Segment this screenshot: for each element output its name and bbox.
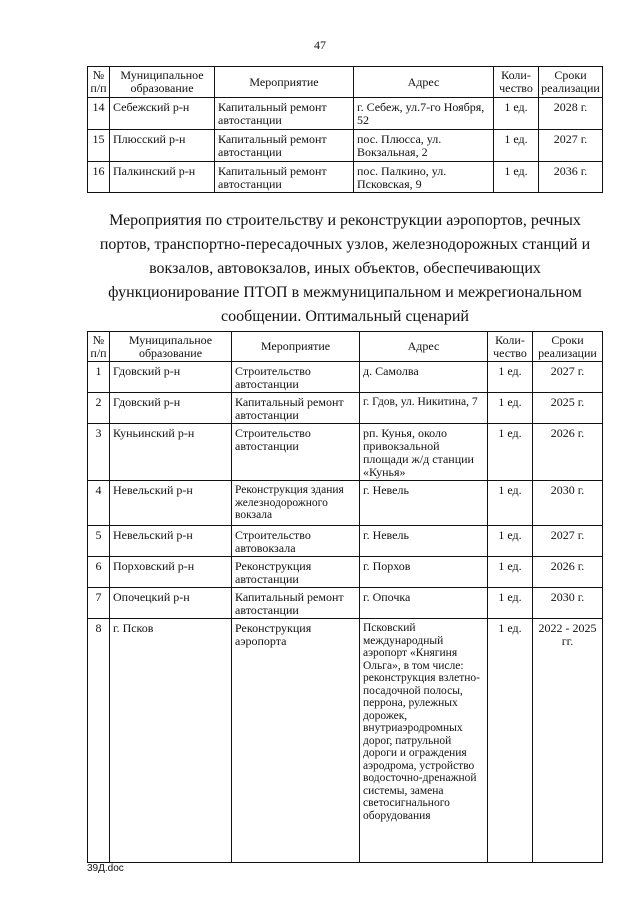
- table-row: [88, 162, 603, 193]
- row-num: 15: [88, 130, 110, 162]
- row-num: 7: [88, 588, 110, 619]
- row-municipality: Невельский р-н: [113, 528, 193, 542]
- row-municipality: Гдовский р-н: [113, 395, 181, 409]
- row-term: 2030 г.: [533, 588, 603, 619]
- col-municipality-header: Муниципальное образование: [110, 332, 232, 362]
- col-quantity-header: Коли-чество: [494, 67, 539, 98]
- page-number: 47: [314, 38, 326, 52]
- table-header-row: [88, 332, 603, 362]
- table-row: [88, 393, 603, 424]
- row-num: 8: [88, 619, 110, 863]
- row-quantity: 1 ед.: [488, 481, 533, 526]
- row-term: 2022 - 2025 гг.: [533, 619, 603, 863]
- row-activity: Реконструкция аэропорта: [235, 621, 312, 648]
- row-municipality: Себежский р-н: [113, 100, 190, 114]
- table-row: [88, 557, 603, 588]
- row-term: 2025 г.: [533, 393, 603, 424]
- row-municipality: Палкинский р-н: [113, 164, 196, 178]
- row-activity: Капитальный ремонт автостанции: [218, 132, 327, 159]
- table-row: [88, 588, 603, 619]
- row-municipality: Невельский р-н: [113, 483, 193, 497]
- table-row: [88, 619, 603, 863]
- row-address: г. Себеж, ул.7-го Ноября, 52: [357, 100, 485, 127]
- row-term: 2030 г.: [533, 481, 603, 526]
- col-num-header: № п/п: [88, 332, 110, 362]
- table-continuation: [87, 66, 603, 193]
- table-row: [88, 130, 603, 162]
- col-num-header: № п/п: [88, 67, 110, 98]
- row-num: 5: [88, 526, 110, 557]
- section-heading: Мероприятия по строительству и реконструкции аэропортов, речных портов, транспортно-пересадочных узлов, железнодорожных станций и вокзалов, автовокзалов, иных объектов, обеспечивающих функционирование ПТОП в межмуниципальном и межрегиональном сообщении. Оптимальный сценарий: [99, 212, 591, 325]
- row-address: г. Невель: [363, 528, 409, 542]
- row-address: пос. Плюсса, ул. Вокзальная, 2: [357, 132, 442, 159]
- row-address: г. Гдов, ул. Никитина, 7: [363, 396, 478, 408]
- row-num: 2: [88, 393, 110, 424]
- document-footer-filename: 39Д.doc: [87, 863, 124, 874]
- row-quantity: 1 ед.: [494, 130, 539, 162]
- row-municipality: Плюсский р-н: [113, 132, 186, 146]
- table-row: [88, 481, 603, 526]
- row-quantity: 1 ед.: [488, 526, 533, 557]
- row-address: д. Самолва: [363, 364, 419, 378]
- row-num: 3: [88, 424, 110, 481]
- row-activity: Строительство автовокзала: [235, 528, 311, 555]
- row-activity: Капитальный ремонт автостанции: [235, 590, 344, 617]
- col-term-header: Сроки реализации: [539, 67, 603, 98]
- row-address: пос. Палкино, ул. Псковская, 9: [357, 164, 447, 191]
- col-municipality-header: Муниципальное образование: [110, 67, 215, 98]
- row-quantity: 1 ед.: [488, 362, 533, 393]
- row-address: рп. Кунья, около привокзальной площади ж/д станции «Кунья»: [363, 426, 474, 479]
- row-term: 2027 г.: [533, 526, 603, 557]
- row-address: г. Опочка: [363, 590, 411, 604]
- row-num: 6: [88, 557, 110, 588]
- row-term: 2026 г.: [533, 424, 603, 481]
- row-quantity: 1 ед.: [488, 588, 533, 619]
- row-quantity: 1 ед.: [494, 162, 539, 193]
- row-activity: Капитальный ремонт автостанции: [218, 100, 327, 127]
- row-activity: Строительство автостанции: [235, 364, 311, 391]
- col-activity-header: Мероприятие: [215, 67, 354, 98]
- row-term: 2027 г.: [539, 130, 603, 162]
- row-municipality: Гдовский р-н: [113, 364, 181, 378]
- row-activity: Строительство автостанции: [235, 426, 311, 453]
- row-activity: Реконструкция автостанции: [235, 559, 312, 586]
- table-row: [88, 362, 603, 393]
- row-municipality: Порховский р-н: [113, 559, 195, 573]
- row-municipality: Куньинский р-н: [113, 426, 195, 440]
- row-num: 16: [88, 162, 110, 193]
- row-activity: Реконструкция здания железнодорожного вокзала: [235, 484, 344, 521]
- row-quantity: 1 ед.: [488, 424, 533, 481]
- row-quantity: 1 ед.: [488, 557, 533, 588]
- row-quantity: 1 ед.: [488, 393, 533, 424]
- row-term: 2036 г.: [539, 162, 603, 193]
- row-municipality: г. Псков: [113, 621, 154, 635]
- col-address-header: Адрес: [354, 67, 494, 98]
- table-header-row: [88, 67, 603, 98]
- row-term: 2026 г.: [533, 557, 603, 588]
- row-activity: Капитальный ремонт автостанции: [235, 395, 344, 422]
- row-address: г. Порхов: [363, 559, 411, 573]
- row-num: 1: [88, 362, 110, 393]
- row-quantity: 1 ед.: [494, 98, 539, 130]
- col-term-header: Сроки реализации: [533, 332, 603, 362]
- row-num: 4: [88, 481, 110, 526]
- row-address: г. Невель: [363, 483, 409, 497]
- row-term: 2027 г.: [533, 362, 603, 393]
- row-num: 14: [88, 98, 110, 130]
- table-optimal-scenario: [87, 331, 603, 863]
- row-address: Псковский международный аэропорт «Княгиня Ольга», в том числе: реконструкция взлетно-посадочной полосы, перрона, рулежных дорожек, внутриаэродромных дорог, патрульной дороги и ограждения аэродрома, устройство водосточно-дренажной системы, замена светосигнального оборудования: [363, 622, 481, 822]
- table-row: [88, 526, 603, 557]
- row-quantity: 1 ед.: [488, 619, 533, 863]
- row-term: 2028 г.: [539, 98, 603, 130]
- col-address-header: Адрес: [360, 332, 488, 362]
- col-quantity-header: Коли-чество: [488, 332, 533, 362]
- table-row: [88, 424, 603, 481]
- table-row: [88, 98, 603, 130]
- col-activity-header: Мероприятие: [232, 332, 360, 362]
- row-municipality: Опочецкий р-н: [113, 590, 190, 604]
- row-activity: Капитальный ремонт автостанции: [218, 164, 327, 191]
